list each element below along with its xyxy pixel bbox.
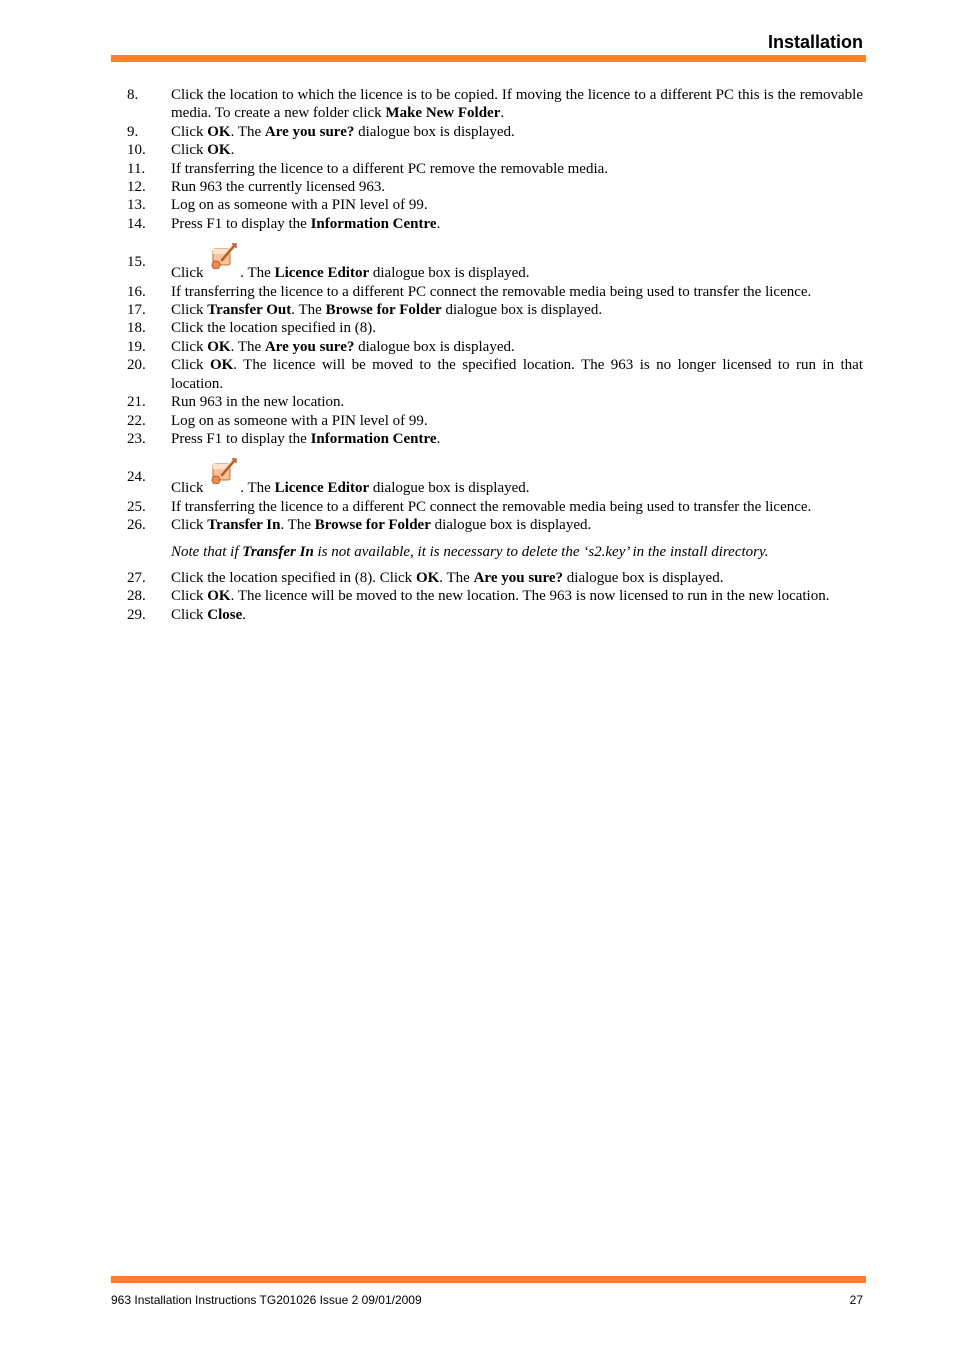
step-fragment: Click — [171, 588, 208, 605]
step-fragment: Press F1 to display the — [171, 215, 311, 232]
step-fragment: dialogue box is displayed. — [369, 480, 530, 497]
step-text — [171, 356, 863, 393]
bold-term: Are you sure? — [473, 569, 564, 586]
step-fragment: Click the location specified in (8). Click — [171, 569, 416, 586]
step-text — [171, 196, 863, 214]
step-fragment: . The — [439, 569, 474, 586]
step-fragment: dialogue box is displayed. — [563, 569, 724, 586]
step-fragment: Click — [171, 338, 208, 355]
step-text — [171, 178, 863, 196]
step-fragment: Run 963 the currently licensed 963. — [171, 179, 386, 196]
step-number: 22. — [127, 412, 146, 429]
list-item — [111, 215, 863, 233]
bold-term: Licence Editor — [274, 265, 370, 282]
list-item — [111, 393, 863, 411]
list-item — [111, 430, 863, 448]
bold-term: Information Centre — [310, 215, 437, 232]
bold-term: Are you sure? — [264, 123, 355, 140]
list-item — [111, 412, 863, 430]
bold-term: Browse for Folder — [325, 302, 442, 319]
licence-editor-icon — [210, 468, 238, 494]
step-fragment: . The — [230, 123, 265, 140]
footer-rule — [111, 1276, 866, 1283]
list-item — [111, 498, 863, 516]
step-text — [171, 319, 863, 337]
list-item — [111, 569, 863, 587]
step-number: 29. — [127, 606, 146, 623]
step-number: 14. — [127, 215, 146, 232]
bold-term: Transfer In — [207, 517, 281, 534]
step-fragment: Click — [171, 142, 208, 159]
step-number: 28. — [127, 588, 146, 605]
step-fragment: . — [436, 430, 441, 447]
step-fragment: If transferring the licence to a different PC connect the removable media being used to transfer the licence. — [171, 283, 812, 300]
step-fragment: Click — [171, 302, 208, 319]
step-number: 12. — [127, 179, 146, 196]
list-item — [111, 356, 863, 393]
page-header-title: Installation — [767, 32, 863, 52]
step-fragment: Click — [171, 517, 208, 534]
step-number: 21. — [127, 394, 146, 411]
step-number: 8. — [127, 87, 139, 103]
step-fragment: dialogue box is displayed. — [369, 265, 530, 282]
step-text — [171, 123, 863, 141]
step-fragment: . — [436, 215, 441, 232]
step-text — [171, 283, 863, 301]
list-item — [111, 178, 863, 196]
instruction-list — [111, 86, 863, 624]
step-fragment: If transferring the licence to a different PC remove the removable media. — [171, 160, 609, 177]
list-item — [111, 86, 863, 123]
step-fragment: dialogue box is displayed. — [354, 338, 515, 355]
list-item — [111, 301, 863, 319]
step-fragment: Log on as someone with a PIN level of 99. — [171, 412, 428, 429]
step-fragment: . The — [291, 302, 326, 319]
bold-term: Close — [207, 606, 243, 623]
step-number: 19. — [127, 338, 146, 355]
step-number: 9. — [127, 123, 139, 140]
list-item — [111, 160, 863, 178]
step-fragment: dialogue box is displayed. — [354, 123, 515, 140]
step-fragment: Click — [171, 480, 208, 497]
step-text — [171, 393, 863, 411]
step-number: 20. — [127, 357, 146, 374]
step-fragment: Click the location to which the licence is to be copied. If moving the licence to a different PC this is the removable media. To create a new folder click — [171, 87, 863, 122]
step-text — [171, 516, 863, 534]
step-fragment: Click — [171, 123, 208, 140]
step-number: 16. — [127, 283, 146, 300]
step-text — [171, 498, 863, 516]
bold-term: Browse for Folder — [314, 517, 431, 534]
list-item — [111, 141, 863, 159]
list-item — [111, 587, 863, 605]
step-number: 24. — [127, 469, 146, 486]
bold-term: OK — [415, 569, 440, 586]
step-number: 27. — [127, 569, 146, 586]
step-fragment: . — [500, 105, 505, 122]
step-text — [171, 412, 863, 430]
list-item — [111, 456, 863, 497]
step-fragment: dialogue box is displayed. — [441, 302, 603, 319]
step-text — [171, 86, 863, 123]
step-text — [171, 587, 863, 605]
step-fragment: . The — [280, 517, 315, 534]
step-fragment: . The licence will be moved to the new location. The 963 is now licensed to run in the new location. — [230, 588, 830, 605]
step-fragment: Click — [171, 357, 210, 374]
step-fragment: . The — [230, 338, 265, 355]
step-text — [171, 569, 863, 587]
step-number: 10. — [127, 142, 146, 159]
step-number: 17. — [127, 302, 146, 319]
step-fragment: Click — [171, 606, 208, 623]
step-fragment: dialogue box is displayed. — [430, 517, 592, 534]
bold-term: OK — [207, 338, 231, 355]
step-text — [171, 301, 863, 319]
footer-page-number: 27 — [849, 1293, 863, 1307]
list-item — [111, 283, 863, 301]
step-number: 25. — [127, 498, 146, 515]
step-fragment: If transferring the licence to a different PC connect the removable media being used to transfer the licence. — [171, 498, 812, 515]
step-text — [171, 430, 863, 448]
step-number: 15. — [127, 254, 146, 271]
list-item — [111, 241, 863, 282]
bold-term: Transfer Out — [207, 302, 292, 319]
step-fragment: Note that if — [171, 543, 243, 560]
list-item — [111, 319, 863, 337]
step-text — [171, 606, 863, 624]
bold-term: Licence Editor — [274, 480, 370, 497]
bold-term: Make New Folder — [385, 105, 501, 122]
step-text — [171, 141, 863, 159]
step-fragment: Run 963 in the new location. — [171, 394, 345, 411]
step-number: 11. — [127, 160, 146, 177]
licence-editor-icon — [210, 253, 238, 279]
list-item — [111, 123, 863, 141]
step-fragment: . — [242, 606, 246, 623]
list-item — [111, 516, 863, 534]
bold-term: OK — [207, 123, 231, 140]
bold-term: Are you sure? — [264, 338, 355, 355]
step-text — [171, 241, 863, 282]
step-text — [171, 543, 863, 561]
bold-term: OK — [207, 142, 231, 159]
step-fragment: . The — [240, 480, 275, 497]
step-number: 23. — [127, 430, 146, 447]
step-fragment: . The — [240, 265, 275, 282]
bold-term: Information Centre — [310, 430, 437, 447]
list-item — [111, 196, 863, 214]
bold-term: OK — [209, 357, 234, 374]
step-fragment: . The licence will be moved to the specified location. The 963 is no longer licensed to run in that location. — [171, 357, 863, 392]
step-text — [171, 215, 863, 233]
footer-document-info: 963 Installation Instructions TG201026 Issue 2 09/01/2009 — [111, 1293, 422, 1307]
note — [171, 543, 863, 561]
step-text — [171, 338, 863, 356]
step-fragment: . — [230, 142, 235, 159]
step-text — [171, 456, 863, 497]
list-item — [111, 606, 863, 624]
step-fragment: Click the location specified in (8). — [171, 320, 376, 337]
step-number: 26. — [127, 517, 146, 534]
step-fragment: Press F1 to display the — [171, 430, 311, 447]
step-number: 18. — [127, 320, 146, 337]
header-rule — [111, 55, 866, 62]
step-text — [171, 160, 863, 178]
step-fragment: Log on as someone with a PIN level of 99. — [171, 197, 428, 214]
list-item — [111, 338, 863, 356]
step-fragment: Click — [171, 265, 208, 282]
bold-term: OK — [207, 588, 231, 605]
step-fragment: is not available, it is necessary to delete the ‘s2.key’ in the install directory. — [313, 543, 769, 560]
step-number: 13. — [127, 197, 146, 214]
bold-term: Transfer In — [242, 543, 314, 560]
